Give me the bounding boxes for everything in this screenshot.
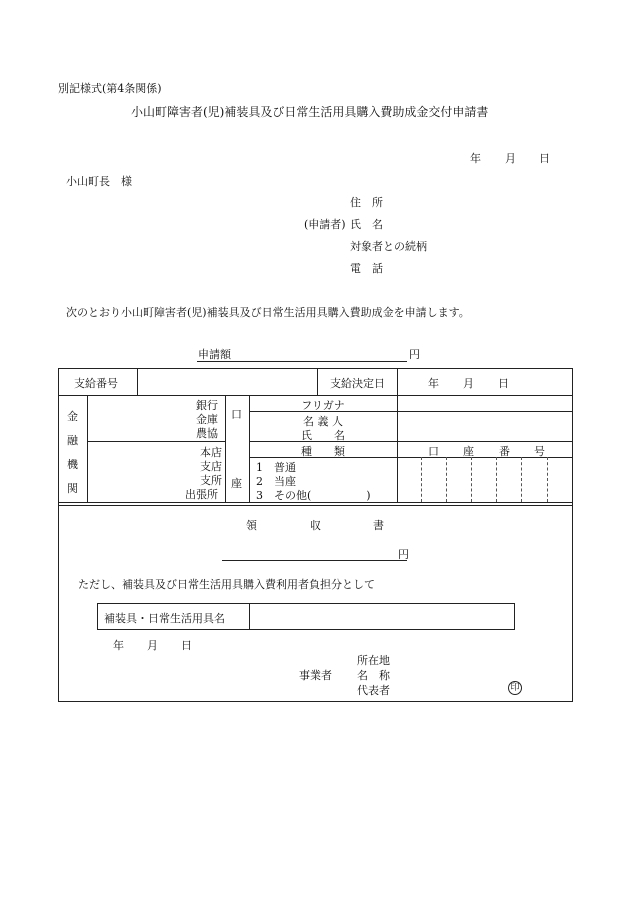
receipt-amount-underline — [222, 560, 407, 561]
company-name-label: 名 称 — [357, 669, 390, 682]
decision-day: 日 — [498, 377, 509, 390]
institution-char: 金 — [67, 410, 78, 423]
branch-type: 支所 — [200, 474, 222, 487]
bank-type: 銀行 — [196, 399, 218, 412]
receipt-title-char: 書 — [373, 519, 384, 532]
account-number-char: 番 — [499, 445, 510, 458]
business-label: 事業者 — [299, 669, 332, 682]
account-char: 口 — [231, 408, 242, 421]
institution-char: 融 — [67, 434, 78, 447]
bank-type: 金庫 — [196, 413, 218, 426]
body-text: 次のとおり小山町障害者(児)補装具及び日常生活用具購入費助成金を申請します。 — [66, 306, 470, 319]
request-amount-unit: 円 — [409, 348, 420, 361]
date-day: 日 — [539, 152, 550, 165]
item-name-label: 補装具・日常生活用具名 — [104, 612, 225, 625]
account-number-char: 号 — [534, 445, 545, 458]
holder-label: 名 義 人 — [303, 415, 343, 428]
decision-year: 年 — [428, 377, 439, 390]
payment-number-label: 支給番号 — [74, 377, 118, 390]
representative-label: 代表者 — [357, 684, 390, 697]
relation-label: 対象者との続柄 — [350, 240, 427, 253]
receipt-date-year: 年 — [113, 639, 124, 652]
page-title: 小山町障害者(児)補装具及び日常生活用具購入費助成金交付申請書 — [131, 105, 489, 119]
account-type-option: 1 普通 — [256, 461, 296, 474]
holder-name-label: 氏 名 — [301, 429, 345, 442]
institution-char: 機 — [67, 458, 78, 471]
applicant-tag: (申請者) — [304, 218, 346, 231]
type-label: 種 類 — [301, 445, 345, 458]
furigana-label: フリガナ — [301, 399, 345, 412]
seal-mark: 印 — [508, 681, 522, 695]
form-label: 別記様式(第4条関係) — [58, 82, 162, 95]
decision-month: 月 — [463, 377, 474, 390]
receipt-date-day: 日 — [181, 639, 192, 652]
payment-decision-date-label: 支給決定日 — [330, 377, 385, 390]
date-month: 月 — [505, 152, 516, 165]
institution-char: 関 — [67, 482, 78, 495]
account-type-option: 2 当座 — [256, 475, 296, 488]
receipt-title-char: 領 — [246, 519, 257, 532]
bank-type: 農協 — [196, 427, 218, 440]
branch-type: 出張所 — [185, 488, 218, 501]
address-label: 住 所 — [350, 196, 383, 209]
date-year: 年 — [470, 152, 481, 165]
receipt-date-month: 月 — [147, 639, 158, 652]
location-label: 所在地 — [357, 654, 390, 667]
name-label: 氏 名 — [350, 218, 383, 231]
receipt-title-char: 収 — [310, 519, 321, 532]
branch-type: 支店 — [200, 460, 222, 473]
account-number-char: 座 — [463, 445, 474, 458]
receipt-note: ただし、補装具及び日常生活用具購入費利用者負担分として — [78, 578, 375, 591]
request-amount-label: 申請額 — [198, 348, 231, 361]
request-amount-underline — [197, 361, 407, 362]
account-type-option: 3 その他( ) — [256, 489, 371, 502]
account-char: 座 — [231, 477, 242, 490]
branch-type: 本店 — [200, 446, 222, 459]
phone-label: 電 話 — [350, 262, 383, 275]
receipt-amount-unit: 円 — [398, 548, 409, 561]
addressee: 小山町長 様 — [66, 175, 132, 188]
account-number-char: 口 — [428, 445, 439, 458]
